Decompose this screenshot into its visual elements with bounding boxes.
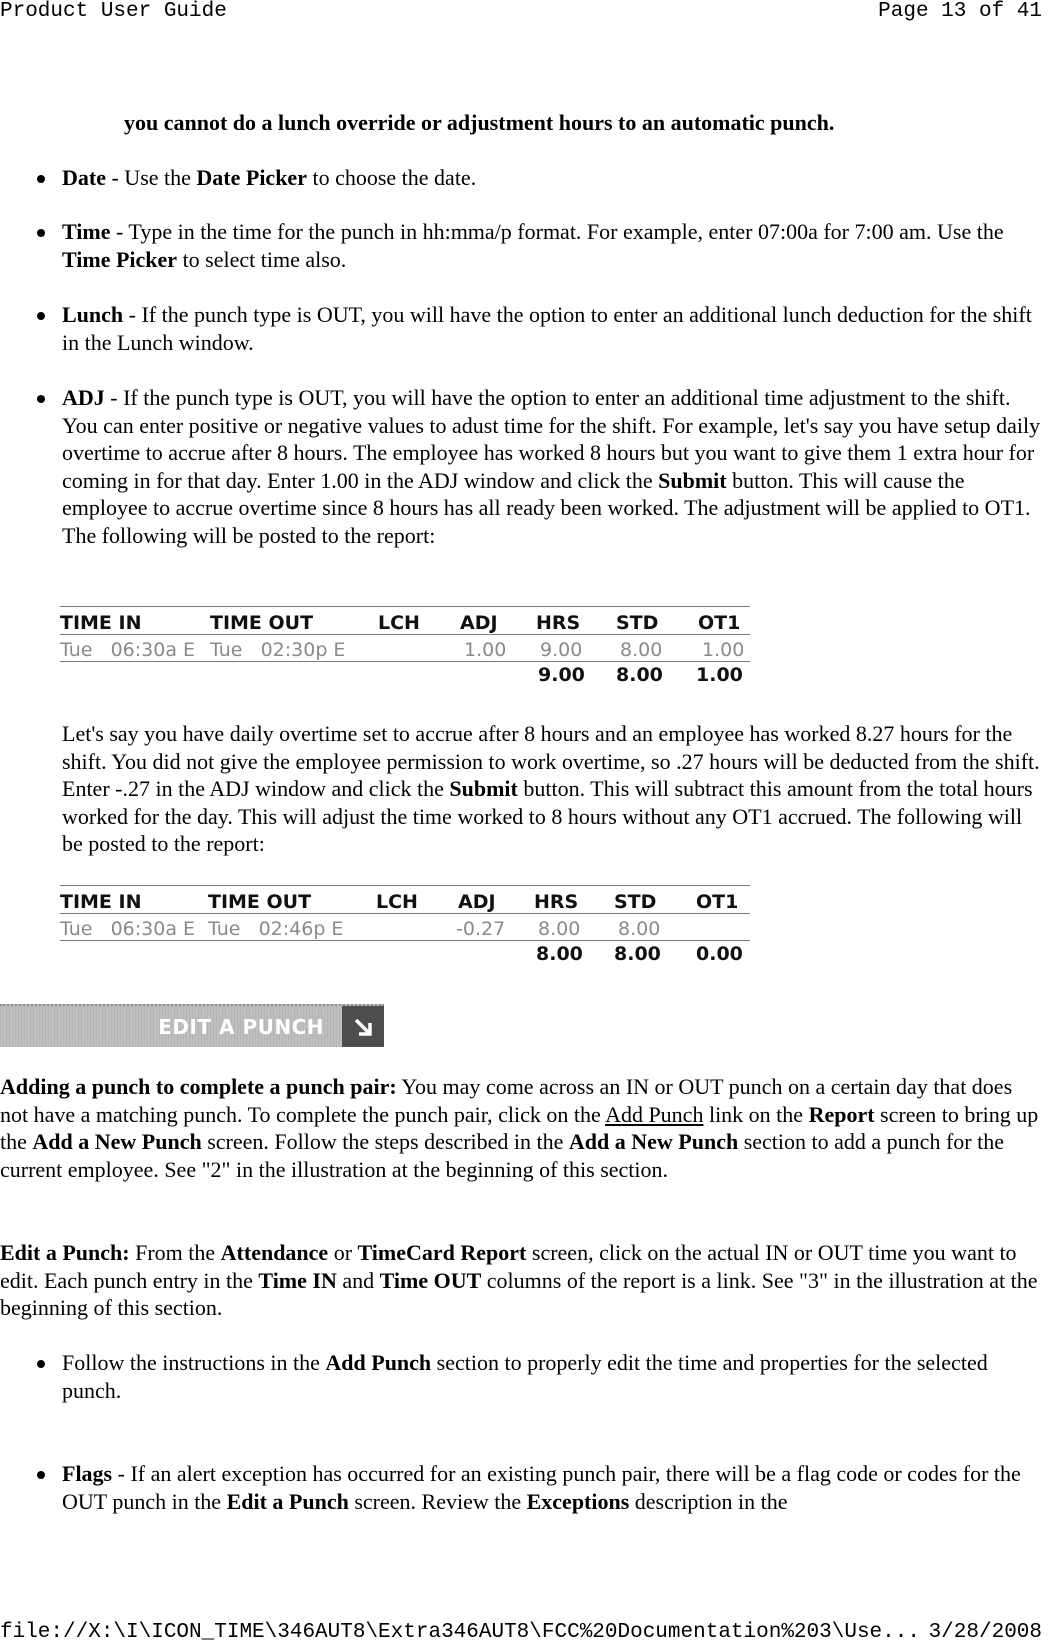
file-path-footer: file://X:\I\ICON_TIME\346AUT8\Extra346AUT8\FCC%20Documentation%203\Use... [0,1621,920,1644]
table-rule [60,885,750,886]
page-number: Page 13 of 41 [878,0,1042,23]
table-rule [60,634,750,635]
edit-punch-heading: Edit a Punch: [0,1240,130,1265]
cell-adj: 1.00 [464,639,507,661]
cell-adj: -0.27 [456,918,506,940]
adding-punch-heading: Adding a punch to complete a punch pair: [0,1074,397,1099]
print-date: 3/28/2008 [928,1621,1042,1644]
col-header-hrs: HRS [536,612,581,634]
adj-second-paragraph: Let's say you have daily overtime set to accrue after 8 hours and an employee has worked 8.27 hours for the shift. You did not give the employee permission to work overtime, so .27 hours will be deducted from the shift. Enter -.27 in the ADJ window and click the Submit button. This will subtract this amount from the total hours worked for the day. This will adjust the time worked to 8 hours without any OT1 accrued. The following will be posted to the report: [62,721,1040,856]
cell-time-in[interactable]: Tue 06:30a E [60,918,196,940]
table-rule [60,913,750,914]
report-table-overtime-deducted [60,889,750,969]
list-item-time: Time - Type in the time for the punch in hh:mma/p format. For example, enter 07:00a for 7:00 am. Use the Time Picker to select time also. [62,218,1048,273]
cell-std: 8.00 [618,918,661,940]
total-ot1: 0.00 [696,943,743,965]
term-date: Date [62,165,106,190]
edit-punch-paragraph: Edit a Punch: From the Attendance or TimeCard Report screen, click on the actual IN or OUT time you want to edit. Each punch entry in the Time IN and Time OUT columns of the report is a link. See "3" in the illustration at the beginning of this section. [0,1240,1038,1320]
list-item-flags: Flags - If an alert exception has occurred for an existing punch pair, there will be a flag code or codes for the OUT punch in the Edit a Punch screen. Review the Exceptions description in the [62,1460,1048,1515]
add-punch-link[interactable]: Add Punch [605,1101,704,1127]
col-header-time-in: TIME IN [60,612,142,634]
lead-sentence: you cannot do a lunch override or adjustment hours to an automatic punch. [124,110,835,135]
col-header-lch: LCH [376,891,418,913]
col-header-std: STD [616,612,659,634]
cell-std: 8.00 [620,639,663,661]
cell-time-out[interactable]: Tue 02:30p E [210,639,346,661]
table-rule [60,606,750,607]
cell-hrs: 9.00 [540,639,583,661]
total-ot1: 1.00 [696,664,743,686]
total-hrs: 9.00 [538,664,585,686]
term-time: Time [62,219,111,244]
col-header-time-out: TIME OUT [210,612,314,634]
report-table-overtime-added [60,610,750,690]
col-header-adj: ADJ [458,891,496,913]
col-header-ot1: OT1 [698,612,741,634]
section-banner-label: EDIT A PUNCH [158,1015,324,1039]
col-header-ot1: OT1 [696,891,739,913]
adding-punch-paragraph: Adding a punch to complete a punch pair: You may come across an IN or OUT punch on a certain day that does not have a matching punch. To complete the punch pair, click on the Add Punch link on the Report screen to bring up the Add a New Punch screen. Follow the steps described in the Add a New Punch section to add a punch for the current employee. See "2" in the illustration at the beginning of this section. [0,1074,1039,1182]
col-header-std: STD [614,891,657,913]
list-item-date: Date - Use the Date Picker to choose the date. [62,164,1048,192]
total-hrs: 8.00 [536,943,583,965]
col-header-lch: LCH [378,612,420,634]
list-item-follow-instructions: Follow the instructions in the Add Punch section to properly edit the time and properties for the selected punch. [62,1349,1048,1404]
list-item-lunch: Lunch - If the punch type is OUT, you will have the option to enter an additional lunch deduction for the shift in the Lunch window. [62,301,1048,356]
total-std: 8.00 [616,664,663,686]
term-flags: Flags [62,1461,113,1486]
edit-a-punch-section-banner [0,1004,384,1047]
running-header-title: Product User Guide [0,0,227,23]
col-header-adj: ADJ [460,612,498,634]
col-header-time-in: TIME IN [60,891,142,913]
total-std: 8.00 [614,943,661,965]
list-item-adj: ADJ - If the punch type is OUT, you will have the option to enter an additional time adjustment to the shift. You can enter positive or negative values to adust time for the shift. For example, let's say you have setup daily overtime to accrue after 8 hours. The employee has worked 8 hours but you want to give them 1 extra hour for coming in for that day. Enter 1.00 in the ADJ window and click the Submit button. This will cause the employee to accrue overtime since 8 hours has all ready been worked. The adjustment will be applied to OT1. The following will be posted to the report: [62,384,1048,549]
arrow-down-right-icon [342,1006,384,1047]
cell-time-out[interactable]: Tue 02:46p E [208,918,344,940]
cell-hrs: 8.00 [538,918,581,940]
col-header-hrs: HRS [534,891,579,913]
cell-time-in[interactable]: Tue 06:30a E [60,639,196,661]
col-header-time-out: TIME OUT [208,891,312,913]
cell-ot1: 1.00 [702,639,745,661]
term-adj: ADJ [62,385,105,410]
term-lunch: Lunch [62,302,124,327]
